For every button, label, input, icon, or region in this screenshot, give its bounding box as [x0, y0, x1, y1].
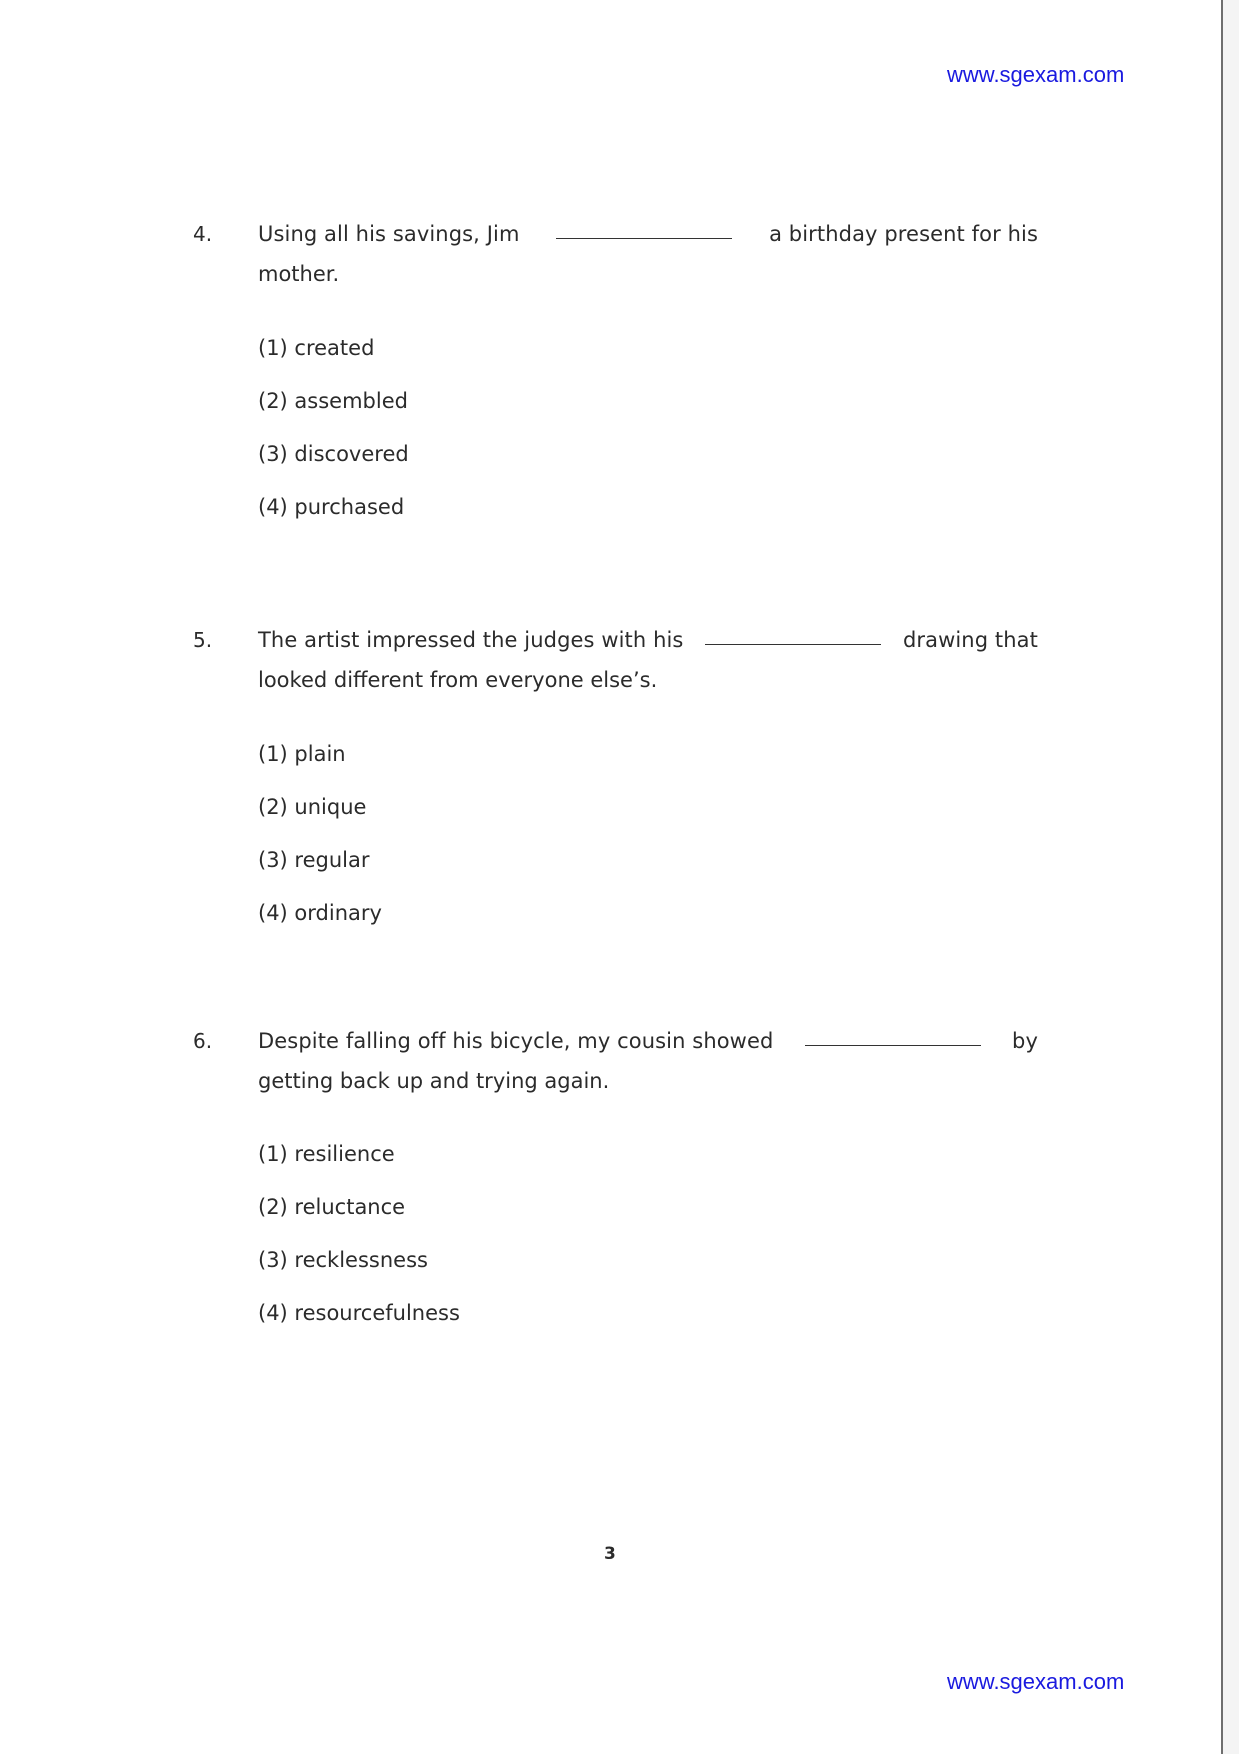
- option-3: (3) recklessness: [258, 1248, 428, 1272]
- question-stem-line1: [258, 628, 1038, 652]
- option-2: (2) reluctance: [258, 1195, 406, 1219]
- option-4: (4) purchased: [258, 495, 405, 519]
- option-1: (1) resilience: [258, 1142, 395, 1166]
- footer-website-link[interactable]: www.sgexam.com: [947, 1669, 1125, 1694]
- option-2: (2) unique: [258, 795, 367, 819]
- page-number: 3: [604, 1544, 616, 1564]
- stem-before-blank: The artist impressed the judges with his: [258, 628, 684, 652]
- option-list: [258, 1140, 460, 1352]
- stem-after-blank: drawing that: [902, 628, 1038, 652]
- question-stem-line2: looked different from everyone else’s.: [258, 668, 658, 692]
- page-edge: [1221, 0, 1223, 1754]
- option-1: (1) created: [258, 336, 375, 360]
- option-3: (3) discovered: [258, 442, 409, 466]
- option-4: (4) resourcefulness: [258, 1301, 460, 1325]
- question-number: 4.: [193, 222, 213, 246]
- option-1: (1) plain: [258, 742, 346, 766]
- question-stem-line2: mother.: [258, 262, 340, 286]
- option-list: [258, 334, 409, 546]
- question-stem-line2: getting back up and trying again.: [258, 1069, 610, 1093]
- question-stem-line1: [258, 1029, 1038, 1053]
- option-list: [258, 740, 382, 952]
- option-2: (2) assembled: [258, 389, 408, 413]
- option-4: (4) ordinary: [258, 901, 382, 925]
- option-3: (3) regular: [258, 848, 370, 872]
- answer-blank: [556, 237, 732, 239]
- page-edge-shadow: [1223, 0, 1239, 1754]
- answer-blank: [705, 643, 881, 645]
- question-stem-line1: [258, 222, 1038, 246]
- header-website-link[interactable]: www.sgexam.com: [947, 62, 1125, 87]
- stem-before-blank: Despite falling off his bicycle, my cousin showed: [258, 1029, 774, 1053]
- question-number: 6.: [193, 1029, 213, 1053]
- stem-after-blank: by: [1012, 1029, 1038, 1053]
- stem-after-blank: a birthday present for his: [769, 222, 1038, 246]
- question-number: 5.: [193, 628, 213, 652]
- stem-before-blank: Using all his savings, Jim: [258, 222, 520, 246]
- answer-blank: [805, 1044, 981, 1046]
